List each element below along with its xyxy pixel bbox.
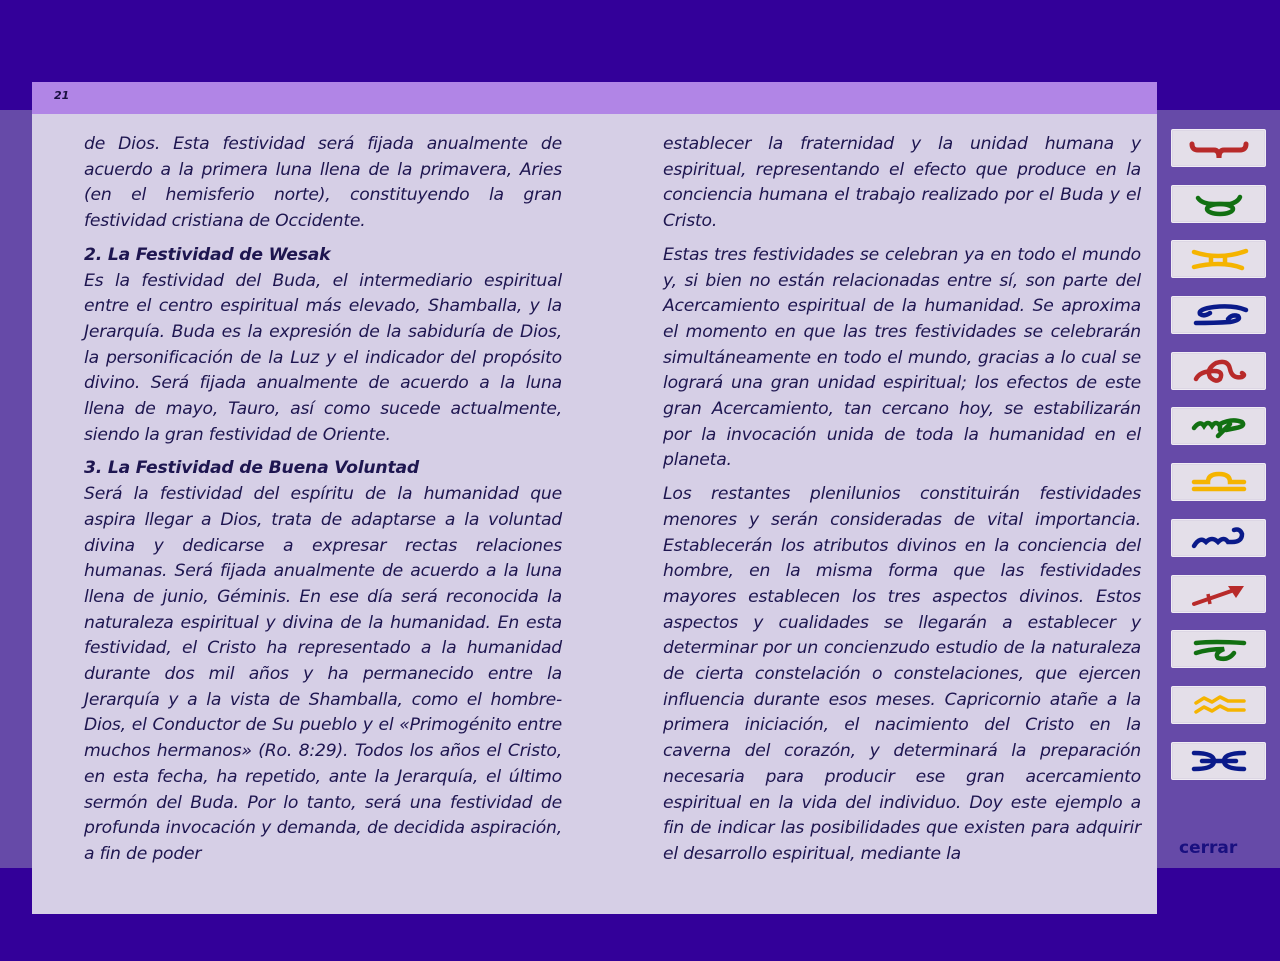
cancer-icon	[1184, 301, 1254, 329]
leo-icon	[1184, 357, 1254, 385]
pisces-icon	[1184, 747, 1254, 775]
sign-button-libra[interactable]	[1171, 463, 1266, 501]
paragraph	[84, 132, 562, 235]
paragraph	[663, 132, 1141, 235]
section-text: Es la festividad del Buda, el intermediario espiritual entre el centro espiritual más elevado, Shamballa, y la Jerarquía. Buda es la expresión de la sabiduría de Dios, la personificación de la Luz y el indicador del propósito divino. Será fijada anualmente de acuerdo a la luna llena de mayo, Tauro, así como sucede actualmente, siendo la gran festividad de Oriente.	[84, 270, 562, 445]
section-wesak	[84, 243, 562, 449]
section-heading: 3. La Festividad de Buena Voluntad	[84, 458, 419, 479]
paragraph-text: de Dios. Esta festividad será fijada anualmente de acuerdo a la primera luna llena de la primavera, Aries (en el hemisferio norte), constituyendo la gran festividad cristiana de Occidente.	[84, 134, 562, 232]
sign-button-virgo[interactable]	[1171, 407, 1266, 445]
paragraph	[663, 482, 1141, 868]
page-header	[32, 82, 1157, 114]
sign-button-sagittarius[interactable]	[1171, 575, 1266, 613]
sign-button-leo[interactable]	[1171, 352, 1266, 390]
gemini-icon	[1184, 245, 1254, 273]
sign-button-gemini[interactable]	[1171, 240, 1266, 278]
section-text: Será la festividad del espíritu de la humanidad que aspira llegar a Dios, trata de adaptarse a la voluntad divina y dedicarse a expresar rectas relaciones humanas. Será fijada anualmente de acuerdo a la luna llena de junio, Géminis. En ese día será reconocida la naturaleza espiritual y divina de la humanidad. En esta festividad, el Cristo ha representado a la humanidad durante dos mil años y ha permanecido entre la Jerarquía y a la vista de Shamballa, como el hombre-Dios, el Conductor de Su pueblo y el «Primogénito entre muchos hermanos» (Ro. 8:29). Todos los años el Cristo, en esta fecha, ha repetido, ante la Jerarquía, el último sermón del Buda. Por lo tanto, será una festividad de profunda invocación y demanda, de decidida aspiración, a fin de poder	[84, 484, 562, 864]
taurus-icon	[1184, 190, 1254, 218]
sign-button-taurus[interactable]	[1171, 185, 1266, 223]
libra-icon	[1184, 468, 1254, 496]
right-column	[663, 132, 1141, 876]
zodiac-sidebar	[1171, 129, 1266, 797]
paragraph-text: Los restantes plenilunios constituirán festividades menores y serán consideradas de vital importancia. Establecerán los atributos divinos en la conciencia del hombre, en la misma forma que las festividades mayores establecen los tres aspectos divinos. Estos aspectos y cualidades se llegarán a establecer y determinar por un concienzudo estudio de la naturaleza de cierta constelación o constelaciones, que ejercen influencia durante esos meses. Capricornio atañe a la primera iniciación, el nacimiento del Cristo en la caverna del corazón, y determinará la preparación necesaria para producir ese gran acercamiento espiritual en la vida del individuo. Doy este ejemplo a fin de indicar las posibilidades que existen para adquirir el desarrollo espiritual, mediante la	[663, 484, 1141, 864]
page-number: 21	[54, 89, 70, 102]
sign-button-scorpio[interactable]	[1171, 519, 1266, 557]
paragraph-text: establecer la fraternidad y la unidad humana y espiritual, representando el efecto que produce en la conciencia humana el trabajo realizado por el Buda y el Cristo.	[663, 134, 1141, 232]
sign-button-cancer[interactable]	[1171, 296, 1266, 334]
aquarius-icon	[1184, 691, 1254, 719]
virgo-icon	[1184, 412, 1254, 440]
capricorn-icon	[1184, 635, 1254, 663]
paragraph	[663, 243, 1141, 474]
sign-button-capricorn[interactable]	[1171, 630, 1266, 668]
section-heading: 2. La Festividad de Wesak	[84, 244, 331, 265]
paragraph-text: Estas tres festividades se celebran ya en todo el mundo y, si bien no están relacionadas entre sí, son parte del Acercamiento espiritual de la humanidad. Se aproxima el momento en que las tres festividades se celebrarán simultáneamente en todo el mundo, gracias a lo cual se logrará una gran unidad espiritual; los efectos de este gran Acercamiento, tan cercano hoy, se estabilizarán por la invocación unida de toda la humanidad en el planeta.	[663, 244, 1141, 471]
aries-icon	[1184, 134, 1254, 162]
sign-button-aquarius[interactable]	[1171, 686, 1266, 724]
book-page	[32, 82, 1157, 914]
left-column	[84, 132, 562, 876]
sagittarius-icon	[1184, 580, 1254, 608]
close-link[interactable]: cerrar	[1179, 838, 1238, 858]
scorpio-icon	[1184, 524, 1254, 552]
section-buena-voluntad	[84, 456, 562, 867]
sign-button-aries[interactable]	[1171, 129, 1266, 167]
sign-button-pisces[interactable]	[1171, 742, 1266, 780]
